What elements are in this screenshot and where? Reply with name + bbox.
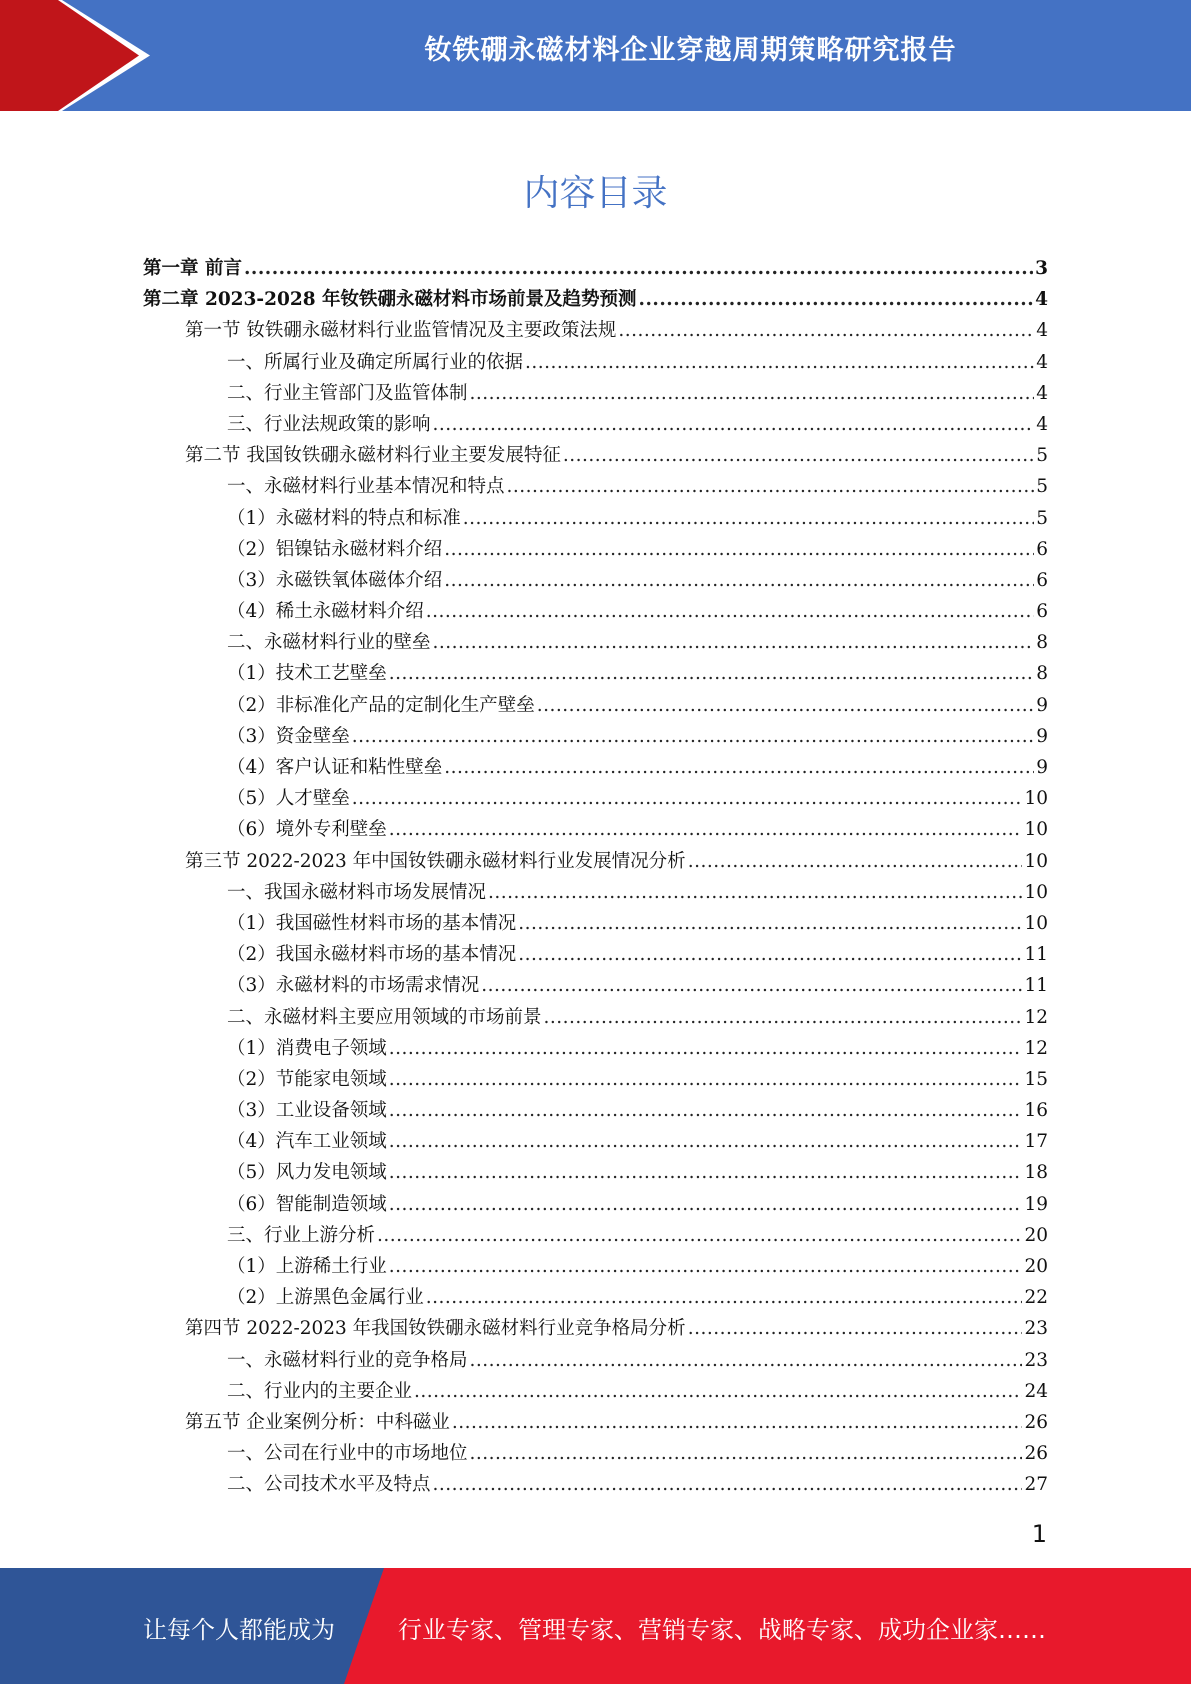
toc-dot-leader — [537, 690, 1034, 721]
toc-dot-leader — [688, 1313, 1023, 1344]
toc-dot-leader — [470, 1345, 1023, 1376]
toc-entry-text: （2）非标准化产品的定制化生产壁垒 — [227, 694, 535, 716]
toc-entry-text: （3）永磁材料的市场需求情况 — [227, 975, 480, 997]
toc-entry-text: （1）永磁材料的特点和标准 — [227, 507, 461, 529]
toc-entry-text: 第二节 我国钕铁硼永磁材料行业主要发展特征 — [185, 445, 561, 467]
toc-entry-text: 二、公司技术水平及特点 — [227, 1474, 431, 1496]
toc-entry-text: 第四节 2022-2023 年我国钕铁硼永磁材料行业竞争格局分析 — [185, 1318, 686, 1340]
toc-entry[interactable] — [143, 1002, 1048, 1033]
toc-entry-page: 4 — [1035, 289, 1048, 311]
toc-dot-leader — [488, 877, 1022, 908]
toc-dot-leader — [563, 440, 1034, 471]
toc-dot-leader — [463, 503, 1034, 534]
toc-entry-page: 9 — [1036, 757, 1048, 778]
toc-entry-page: 9 — [1036, 725, 1048, 747]
toc-entry-page: 5 — [1036, 507, 1048, 529]
toc-dot-leader — [352, 783, 1023, 814]
toc-entry-page: 4 — [1036, 320, 1048, 342]
toc-dot-leader — [389, 814, 1023, 845]
toc-entry-text: （6）智能制造领域 — [227, 1193, 387, 1215]
toc-entry-text: （1）我国磁性材料市场的基本情况 — [227, 912, 517, 934]
toc-entry[interactable] — [143, 1376, 1048, 1407]
toc-entry-page: 18 — [1024, 1162, 1048, 1184]
toc-entry[interactable] — [143, 253, 1048, 284]
toc-dot-leader — [389, 658, 1034, 689]
toc-entry-text: （4）稀土永磁材料介绍 — [227, 601, 424, 623]
toc-entry[interactable] — [143, 596, 1048, 627]
page-number: 1 — [1031, 1520, 1047, 1548]
toc-entry-text: 三、行业上游分析 — [227, 1224, 376, 1246]
toc-entry[interactable] — [143, 846, 1048, 877]
toc-entry-page: 8 — [1036, 632, 1048, 654]
toc-entry-text: （5）风力发电领域 — [227, 1162, 387, 1184]
toc-dot-leader — [389, 1157, 1023, 1188]
toc-dot-leader — [426, 596, 1034, 627]
toc-entry[interactable] — [143, 565, 1048, 596]
toc-entry[interactable] — [143, 1033, 1048, 1064]
toc-dot-leader — [544, 1002, 1023, 1033]
footer-slogan-right: 行业专家、管理专家、营销专家、战略专家、成功企业家…… — [398, 1616, 1046, 1644]
toc-entry-text: 二、行业内的主要企业 — [227, 1380, 413, 1402]
toc-entry[interactable] — [143, 1126, 1048, 1157]
toc-entry-page: 15 — [1024, 1068, 1048, 1090]
toc-dot-leader — [352, 721, 1034, 752]
footer-banner — [0, 1568, 1191, 1684]
toc-entry[interactable] — [143, 721, 1048, 752]
header-banner — [0, 0, 1191, 111]
toc-entry[interactable] — [143, 378, 1048, 409]
toc-entry-text: 第三节 2022-2023 年中国钕铁硼永磁材料行业发展情况分析 — [185, 850, 686, 872]
toc-entry-page: 10 — [1024, 850, 1048, 872]
toc-entry-text: 一、公司在行业中的市场地位 — [227, 1443, 468, 1465]
toc-entry-page: 22 — [1024, 1287, 1048, 1309]
toc-entry[interactable] — [143, 471, 1048, 502]
toc-entry-page: 27 — [1024, 1474, 1048, 1496]
toc-entry-page: 4 — [1036, 413, 1048, 435]
toc-entry[interactable] — [143, 440, 1048, 471]
toc-entry-text: （4）客户认证和粘性壁垒 — [227, 757, 443, 778]
toc-entry-text: 第二章 2023-2028 年钕铁硼永磁材料市场前景及趋势预测 — [143, 289, 637, 311]
toc-dot-leader — [433, 409, 1035, 440]
toc-entry-page: 26 — [1024, 1443, 1048, 1465]
toc-dot-leader — [426, 1282, 1023, 1313]
toc-entry-page: 5 — [1036, 476, 1048, 498]
toc-entry[interactable] — [143, 658, 1048, 689]
toc-entry-page: 10 — [1024, 788, 1048, 810]
toc-entry-page: 20 — [1024, 1224, 1048, 1246]
toc-entry-page: 6 — [1036, 569, 1048, 591]
toc-entry-text: 一、永磁材料行业基本情况和特点 — [227, 476, 505, 498]
toc-entry[interactable] — [143, 1251, 1048, 1282]
toc-entry[interactable] — [143, 409, 1048, 440]
toc-entry-text: 第一章 前言 — [143, 258, 242, 279]
toc-entry[interactable] — [143, 939, 1048, 970]
toc-entry-page: 10 — [1024, 912, 1048, 934]
toc-dot-leader — [433, 1469, 1023, 1500]
toc-dot-leader — [389, 1095, 1023, 1126]
toc-entry[interactable] — [143, 1313, 1048, 1344]
toc-entry-page: 16 — [1024, 1100, 1048, 1122]
footer-slogan-left: 让每个人都能成为 — [143, 1616, 335, 1644]
toc-entry[interactable] — [143, 1282, 1048, 1313]
toc-entry-text: （1）上游稀土行业 — [227, 1256, 387, 1277]
toc-entry-page: 6 — [1036, 601, 1048, 623]
toc-entry-page: 6 — [1036, 538, 1048, 560]
toc-dot-leader — [452, 1407, 1023, 1438]
toc-entry[interactable] — [143, 970, 1048, 1001]
toc-entry-text: 三、行业法规政策的影响 — [227, 413, 431, 435]
toc-entry-text: （1）消费电子领域 — [227, 1037, 387, 1059]
red-arrow-icon — [0, 0, 150, 111]
toc-dot-leader — [444, 752, 1034, 783]
toc-dot-leader — [444, 534, 1034, 565]
toc-entry-text: 一、我国永磁材料市场发展情况 — [227, 881, 487, 903]
toc-dot-leader — [389, 1126, 1023, 1157]
toc-entry[interactable] — [143, 1189, 1048, 1220]
toc-entry[interactable] — [143, 1407, 1048, 1438]
toc-entry-page: 12 — [1024, 1037, 1048, 1059]
toc-entry[interactable] — [143, 752, 1048, 783]
toc-entry[interactable] — [143, 1095, 1048, 1126]
toc-entry-text: 一、所属行业及确定所属行业的依据 — [227, 351, 524, 373]
toc-entry-text: （3）资金壁垒 — [227, 725, 350, 747]
toc-entry-page: 23 — [1024, 1349, 1048, 1371]
toc-entry[interactable] — [143, 503, 1048, 534]
toc-entry[interactable] — [143, 1157, 1048, 1188]
toc-entry-page: 17 — [1024, 1131, 1048, 1153]
toc-dot-leader — [389, 1251, 1023, 1282]
toc-entry[interactable] — [143, 347, 1048, 378]
toc-entry-text: 第一节 钕铁硼永磁材料行业监管情况及主要政策法规 — [185, 320, 617, 342]
toc-dot-leader — [389, 1189, 1023, 1220]
toc-entry-text: 二、永磁材料行业的壁垒 — [227, 632, 431, 654]
toc-entry-page: 20 — [1024, 1256, 1048, 1277]
toc-entry-text: （1）技术工艺壁垒 — [227, 663, 387, 685]
toc-dot-leader — [433, 627, 1035, 658]
toc-entry-page: 19 — [1024, 1193, 1048, 1215]
toc-entry-text: （3）永磁铁氧体磁体介绍 — [227, 569, 443, 591]
toc-dot-leader — [414, 1376, 1022, 1407]
toc-dot-leader — [389, 1033, 1023, 1064]
toc-entry-text: （2）铝镍钴永磁材料介绍 — [227, 538, 443, 560]
toc-entry[interactable] — [143, 1220, 1048, 1251]
toc-entry-text: （3）工业设备领域 — [227, 1100, 387, 1122]
toc-entry-page: 12 — [1024, 1006, 1048, 1028]
toc-dot-leader — [377, 1220, 1022, 1251]
toc-entry[interactable] — [143, 690, 1048, 721]
toc-entry[interactable] — [143, 1345, 1048, 1376]
toc-entry[interactable] — [143, 814, 1048, 845]
toc-dot-leader — [389, 1064, 1023, 1095]
toc-entry-page: 9 — [1036, 694, 1048, 716]
toc-entry-text: （6）境外专利壁垒 — [227, 819, 387, 841]
toc-entry[interactable] — [143, 627, 1048, 658]
toc-entry-text: （2）上游黑色金属行业 — [227, 1287, 424, 1309]
toc-dot-leader — [444, 565, 1034, 596]
toc-entry-page: 26 — [1024, 1411, 1048, 1433]
toc-dot-leader — [639, 284, 1034, 315]
toc-entry-text: （4）汽车工业领域 — [227, 1131, 387, 1153]
toc-entry-page: 4 — [1036, 351, 1048, 373]
toc-entry[interactable] — [143, 877, 1048, 908]
report-title: 钕铁硼永磁材料企业穿越周期策略研究报告 — [424, 35, 957, 66]
toc-entry[interactable] — [143, 908, 1048, 939]
toc-entry-text: 一、永磁材料行业的竞争格局 — [227, 1349, 468, 1371]
toc-entry-page: 4 — [1036, 382, 1048, 404]
toc-dot-leader — [518, 908, 1022, 939]
table-of-contents — [143, 253, 1048, 1501]
toc-entry-page: 23 — [1024, 1318, 1048, 1340]
toc-entry[interactable] — [143, 534, 1048, 565]
toc-entry-page: 5 — [1036, 445, 1048, 467]
toc-entry-text: 二、永磁材料主要应用领域的市场前景 — [227, 1006, 542, 1028]
toc-entry-page: 10 — [1024, 819, 1048, 841]
toc-dot-leader — [481, 970, 1022, 1001]
toc-entry-text: （2）我国永磁材料市场的基本情况 — [227, 944, 517, 966]
toc-dot-leader — [618, 315, 1034, 346]
toc-dot-leader — [507, 471, 1035, 502]
toc-entry-page: 11 — [1024, 975, 1048, 997]
toc-entry[interactable] — [143, 284, 1048, 315]
toc-entry-page: 24 — [1024, 1380, 1048, 1402]
toc-dot-leader — [688, 846, 1023, 877]
toc-entry-text: （5）人才壁垒 — [227, 788, 350, 810]
toc-dot-leader — [525, 347, 1034, 378]
toc-entry-page: 11 — [1024, 944, 1048, 966]
toc-entry-text: （2）节能家电领域 — [227, 1068, 387, 1090]
toc-dot-leader — [470, 1438, 1023, 1469]
toc-title: 内容目录 — [523, 173, 668, 214]
toc-dot-leader — [470, 378, 1035, 409]
toc-entry-text: 二、行业主管部门及监管体制 — [227, 382, 468, 404]
toc-entry[interactable] — [143, 1064, 1048, 1095]
toc-entry-page: 8 — [1036, 663, 1048, 685]
toc-entry[interactable] — [143, 1438, 1048, 1469]
toc-entry-text: 第五节 企业案例分析：中科磁业 — [185, 1411, 450, 1433]
toc-entry-page: 10 — [1024, 881, 1048, 903]
toc-dot-leader — [518, 939, 1022, 970]
toc-entry[interactable] — [143, 783, 1048, 814]
toc-entry[interactable] — [143, 315, 1048, 346]
toc-dot-leader — [244, 253, 1033, 284]
toc-entry-page: 3 — [1035, 258, 1048, 279]
toc-entry[interactable] — [143, 1469, 1048, 1500]
